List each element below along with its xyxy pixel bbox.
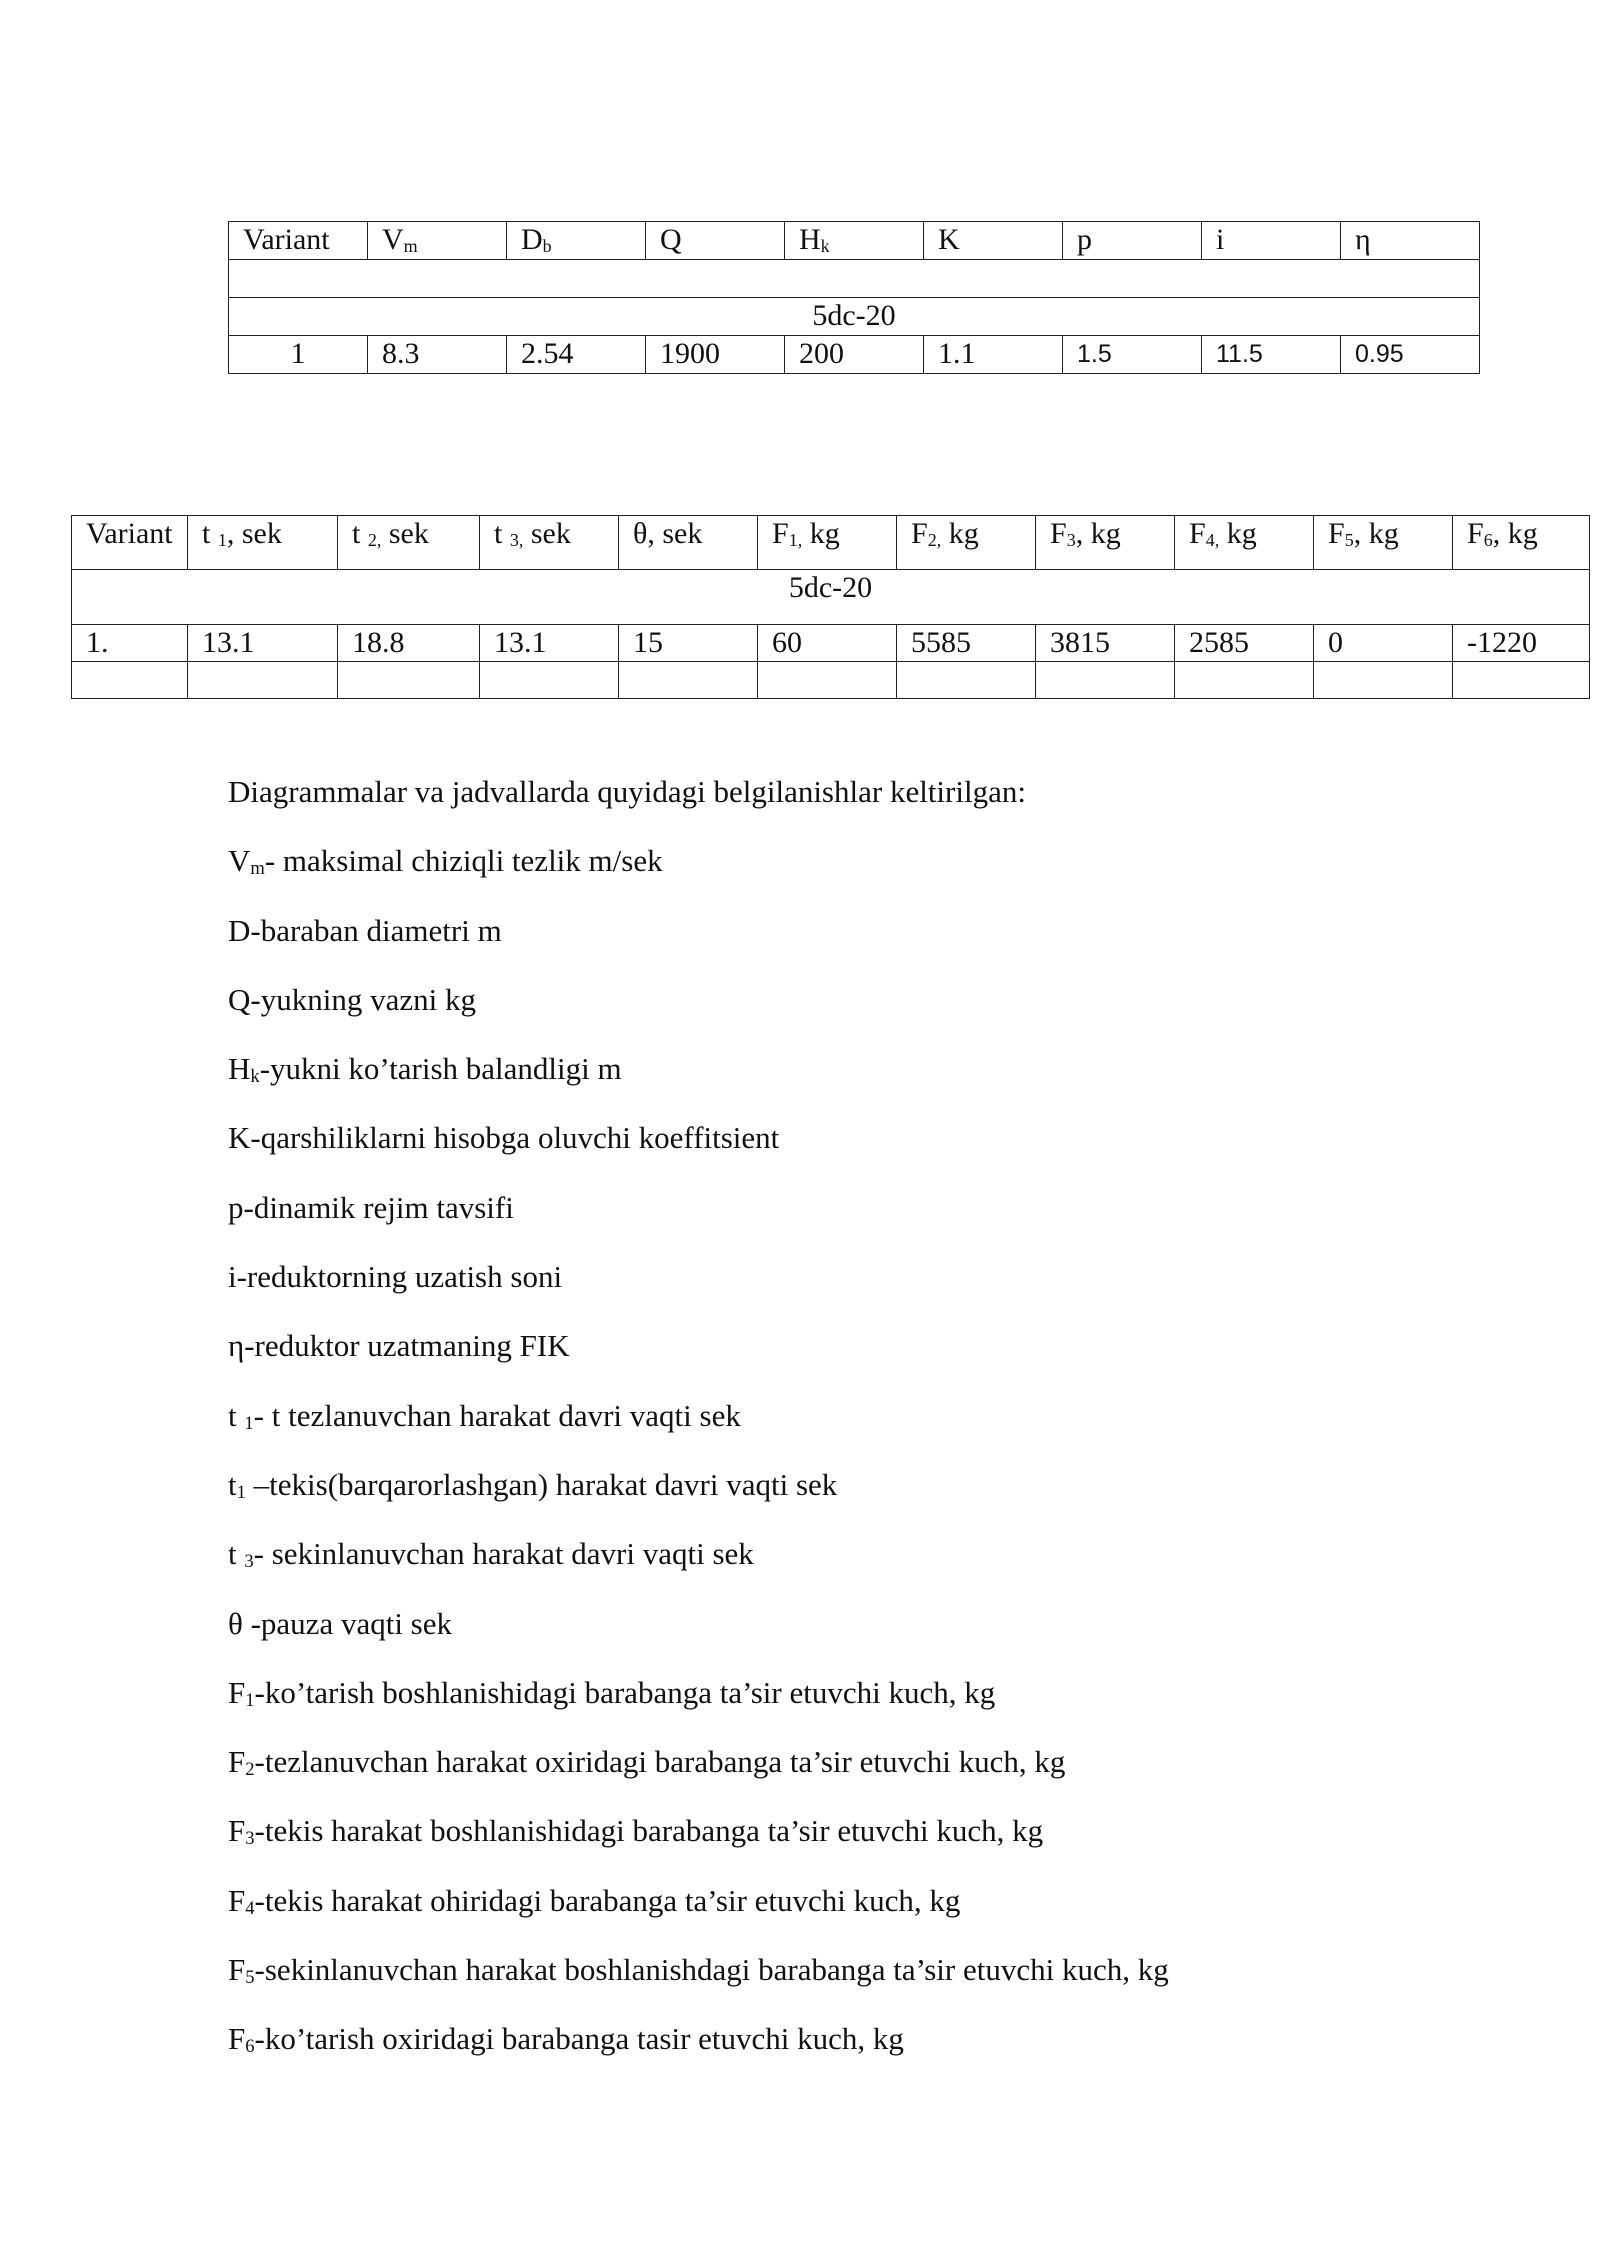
legend-line [228, 2017, 1528, 2086]
header-text: K [938, 223, 960, 256]
header-text: η [1355, 223, 1371, 256]
legend-text: K-qarshiliklarni hisobga oluvchi koeffitsient [228, 1120, 780, 1156]
header-cell [1341, 222, 1480, 260]
table-row [72, 625, 1590, 662]
header-cell [507, 222, 646, 260]
empty-cell [897, 662, 1036, 699]
header-suffix: , sek [226, 517, 282, 550]
header-suffix: , kg [1353, 517, 1399, 550]
header-text: t [202, 517, 218, 550]
legend-text: t [228, 1466, 237, 1502]
parameters-table [228, 221, 1480, 374]
header-subscript: 3 [1066, 530, 1076, 550]
legend-subscript: k [250, 1066, 260, 1088]
legend-line [228, 1602, 1528, 1671]
legend-text: θ -pauza vaqti sek [228, 1605, 453, 1641]
header-text: F [1467, 517, 1484, 550]
empty-cell [1175, 662, 1314, 699]
legend-text: F [228, 1744, 246, 1780]
legend-text: - t tezlanuvchan harakat davri vaqti sek [253, 1397, 741, 1433]
table-row [229, 336, 1480, 374]
forces-table [71, 515, 1590, 699]
legend-text: –tekis(barqarorlashgan) harakat davri vaqti sek [245, 1466, 838, 1502]
legend-text: p-dinamik rejim tavsifi [228, 1189, 514, 1225]
header-cell [338, 516, 480, 570]
empty-cell [758, 662, 897, 699]
header-subscript: 2, [367, 530, 382, 550]
header-suffix: kg [802, 517, 840, 550]
header-cell [1453, 516, 1590, 570]
header-cell [1036, 516, 1175, 570]
table-cell: 60 [758, 625, 897, 662]
table-cell: 0.95 [1341, 336, 1480, 374]
empty-cell [72, 662, 188, 699]
legend-text: F [228, 1813, 246, 1849]
header-cell [188, 516, 338, 570]
table-cell: 15 [619, 625, 758, 662]
header-text: Q [660, 223, 682, 256]
group-label: 5dc-20 [229, 298, 1480, 336]
header-subscript: 1 [217, 530, 227, 550]
table-cell: 13.1 [188, 625, 338, 662]
header-cell [758, 516, 897, 570]
header-cell [229, 222, 368, 260]
legend-line [228, 1324, 1528, 1393]
legend-line [228, 1809, 1528, 1878]
table-cell: 2585 [1175, 625, 1314, 662]
header-suffix: sek [523, 517, 571, 550]
header-cell [785, 222, 924, 260]
legend-line [228, 1948, 1528, 2017]
legend-text: t [228, 1397, 245, 1433]
header-text: t [352, 517, 368, 550]
legend-text: -tezlanuvchan harakat oxiridagi barabanga ta’sir etuvchi kuch, kg [254, 1744, 1066, 1780]
legend-text: F [228, 1952, 246, 1988]
header-cell [1314, 516, 1453, 570]
header-text: F [1328, 517, 1345, 550]
legend-subscript: 2 [245, 1759, 255, 1781]
header-cell [646, 222, 785, 260]
table-cell: 18.8 [338, 625, 480, 662]
header-subscript: 6 [1483, 530, 1493, 550]
header-subscript: k [820, 236, 830, 256]
header-cell [1175, 516, 1314, 570]
empty-cell [1036, 662, 1175, 699]
header-subscript: 1, [788, 530, 803, 550]
group-row [72, 570, 1590, 625]
header-subscript: b [542, 236, 552, 256]
legend-text: -ko’tarish boshlanishidagi barabanga ta’sir etuvchi kuch, kg [254, 1674, 996, 1710]
header-suffix: kg [941, 517, 979, 550]
legend-text: -yukni ko’tarish balandligi m [259, 1051, 622, 1087]
header-cell [480, 516, 619, 570]
legend-subscript: 3 [244, 1551, 254, 1573]
empty-cell [188, 662, 338, 699]
table-cell: 1.5 [1063, 336, 1202, 374]
legend-list [228, 770, 1528, 2087]
legend-subscript: 1 [244, 1412, 254, 1434]
header-cell [1202, 222, 1341, 260]
empty-cell [1314, 662, 1453, 699]
group-row [229, 298, 1480, 336]
header-text: p [1077, 223, 1092, 256]
legend-line [228, 1463, 1528, 1532]
legend-text: Diagrammalar va jadvallarda quyidagi belgilanishlar keltirilgan: [228, 774, 1026, 809]
header-text: F [1189, 517, 1206, 550]
header-text: D [521, 223, 543, 256]
table-cell: -1220 [1453, 625, 1590, 662]
header-suffix: , kg [1492, 517, 1538, 550]
header-cell [1063, 222, 1202, 260]
header-suffix: , kg [1075, 517, 1121, 550]
legend-line [228, 1394, 1528, 1463]
table-cell: 200 [785, 336, 924, 374]
header-text: F [1050, 517, 1067, 550]
legend-line [228, 1186, 1528, 1255]
group-label: 5dc-20 [72, 570, 1590, 625]
legend-text: -ko’tarish oxiridagi barabanga tasir etuvchi kuch, kg [254, 2021, 904, 2057]
empty-cell [338, 662, 480, 699]
table-cell: 1 [229, 336, 368, 374]
legend-line [228, 1532, 1528, 1601]
empty-cell [619, 662, 758, 699]
table-cell: 13.1 [480, 625, 619, 662]
legend-text: D-baraban diametri m [228, 912, 502, 948]
legend-text: Q-yukning vazni kg [228, 981, 476, 1017]
legend-text: F [228, 1882, 246, 1918]
table-cell: 5585 [897, 625, 1036, 662]
legend-text: i-reduktorning uzatish soni [228, 1259, 563, 1295]
legend-text: F [228, 2021, 246, 2057]
header-suffix: sek [381, 517, 429, 550]
legend-line [228, 839, 1528, 908]
header-text: F [772, 517, 789, 550]
table-cell: 1900 [646, 336, 785, 374]
header-suffix: kg [1219, 517, 1257, 550]
legend-line [228, 978, 1528, 1047]
legend-text: t [228, 1536, 245, 1572]
header-subscript: m [403, 236, 418, 256]
legend-subscript: m [250, 858, 265, 880]
table-cell: 3815 [1036, 625, 1175, 662]
legend-text: -tekis harakat boshlanishidagi barabanga ta’sir etuvchi kuch, kg [254, 1813, 1044, 1849]
legend-text: F [228, 1674, 246, 1710]
table-cell: 8.3 [368, 336, 507, 374]
table-cell: 2.54 [507, 336, 646, 374]
header-text: H [799, 223, 821, 256]
empty-row [229, 260, 1480, 298]
header-subscript: 3, [509, 530, 524, 550]
header-cell [368, 222, 507, 260]
legend-text: V [228, 843, 251, 879]
legend-line [228, 770, 1528, 839]
header-text: θ, sek [633, 517, 703, 550]
legend-text: - maksimal chiziqli tezlik m/sek [264, 843, 663, 879]
legend-text: -sekinlanuvchan harakat boshlanishdagi barabanga ta’sir etuvchi kuch, kg [254, 1952, 1169, 1988]
header-subscript: 2, [927, 530, 942, 550]
empty-cell [1453, 662, 1590, 699]
legend-line [228, 1116, 1528, 1185]
legend-subscript: 1 [236, 1481, 246, 1503]
header-text: Variant [86, 517, 173, 550]
header-text: V [382, 223, 404, 256]
empty-row [72, 662, 1590, 699]
legend-subscript: 6 [245, 2036, 255, 2058]
legend-text: -tekis harakat ohiridagi barabanga ta’sir etuvchi kuch, kg [254, 1882, 961, 1918]
legend-subscript: 5 [245, 1967, 255, 1989]
header-text: Variant [243, 223, 330, 256]
header-subscript: 4, [1205, 530, 1220, 550]
header-cell [924, 222, 1063, 260]
legend-line [228, 1740, 1528, 1809]
header-cell [72, 516, 188, 570]
legend-line [228, 1255, 1528, 1324]
legend-text: η-reduktor uzatmaning FIK [228, 1328, 570, 1364]
legend-line [228, 1047, 1528, 1116]
header-text: F [911, 517, 928, 550]
empty-cell [229, 260, 1480, 298]
table-cell: 1. [72, 625, 188, 662]
table-cell: 0 [1314, 625, 1453, 662]
header-cell [897, 516, 1036, 570]
table-cell: 1.1 [924, 336, 1063, 374]
legend-text: H [228, 1051, 251, 1087]
table-header-row [72, 516, 1590, 570]
header-text: t [494, 517, 510, 550]
legend-line [228, 1671, 1528, 1740]
header-subscript: 5 [1344, 530, 1354, 550]
legend-subscript: 1 [245, 1689, 255, 1711]
empty-cell [480, 662, 619, 699]
header-cell [619, 516, 758, 570]
header-text: i [1216, 223, 1225, 256]
table-cell: 11.5 [1202, 336, 1341, 374]
legend-text: - sekinlanuvchan harakat davri vaqti sek [253, 1536, 754, 1572]
legend-subscript: 3 [245, 1828, 255, 1850]
table-header-row [229, 222, 1480, 260]
legend-line [228, 1879, 1528, 1948]
legend-subscript: 4 [245, 1897, 255, 1919]
legend-line [228, 909, 1528, 978]
